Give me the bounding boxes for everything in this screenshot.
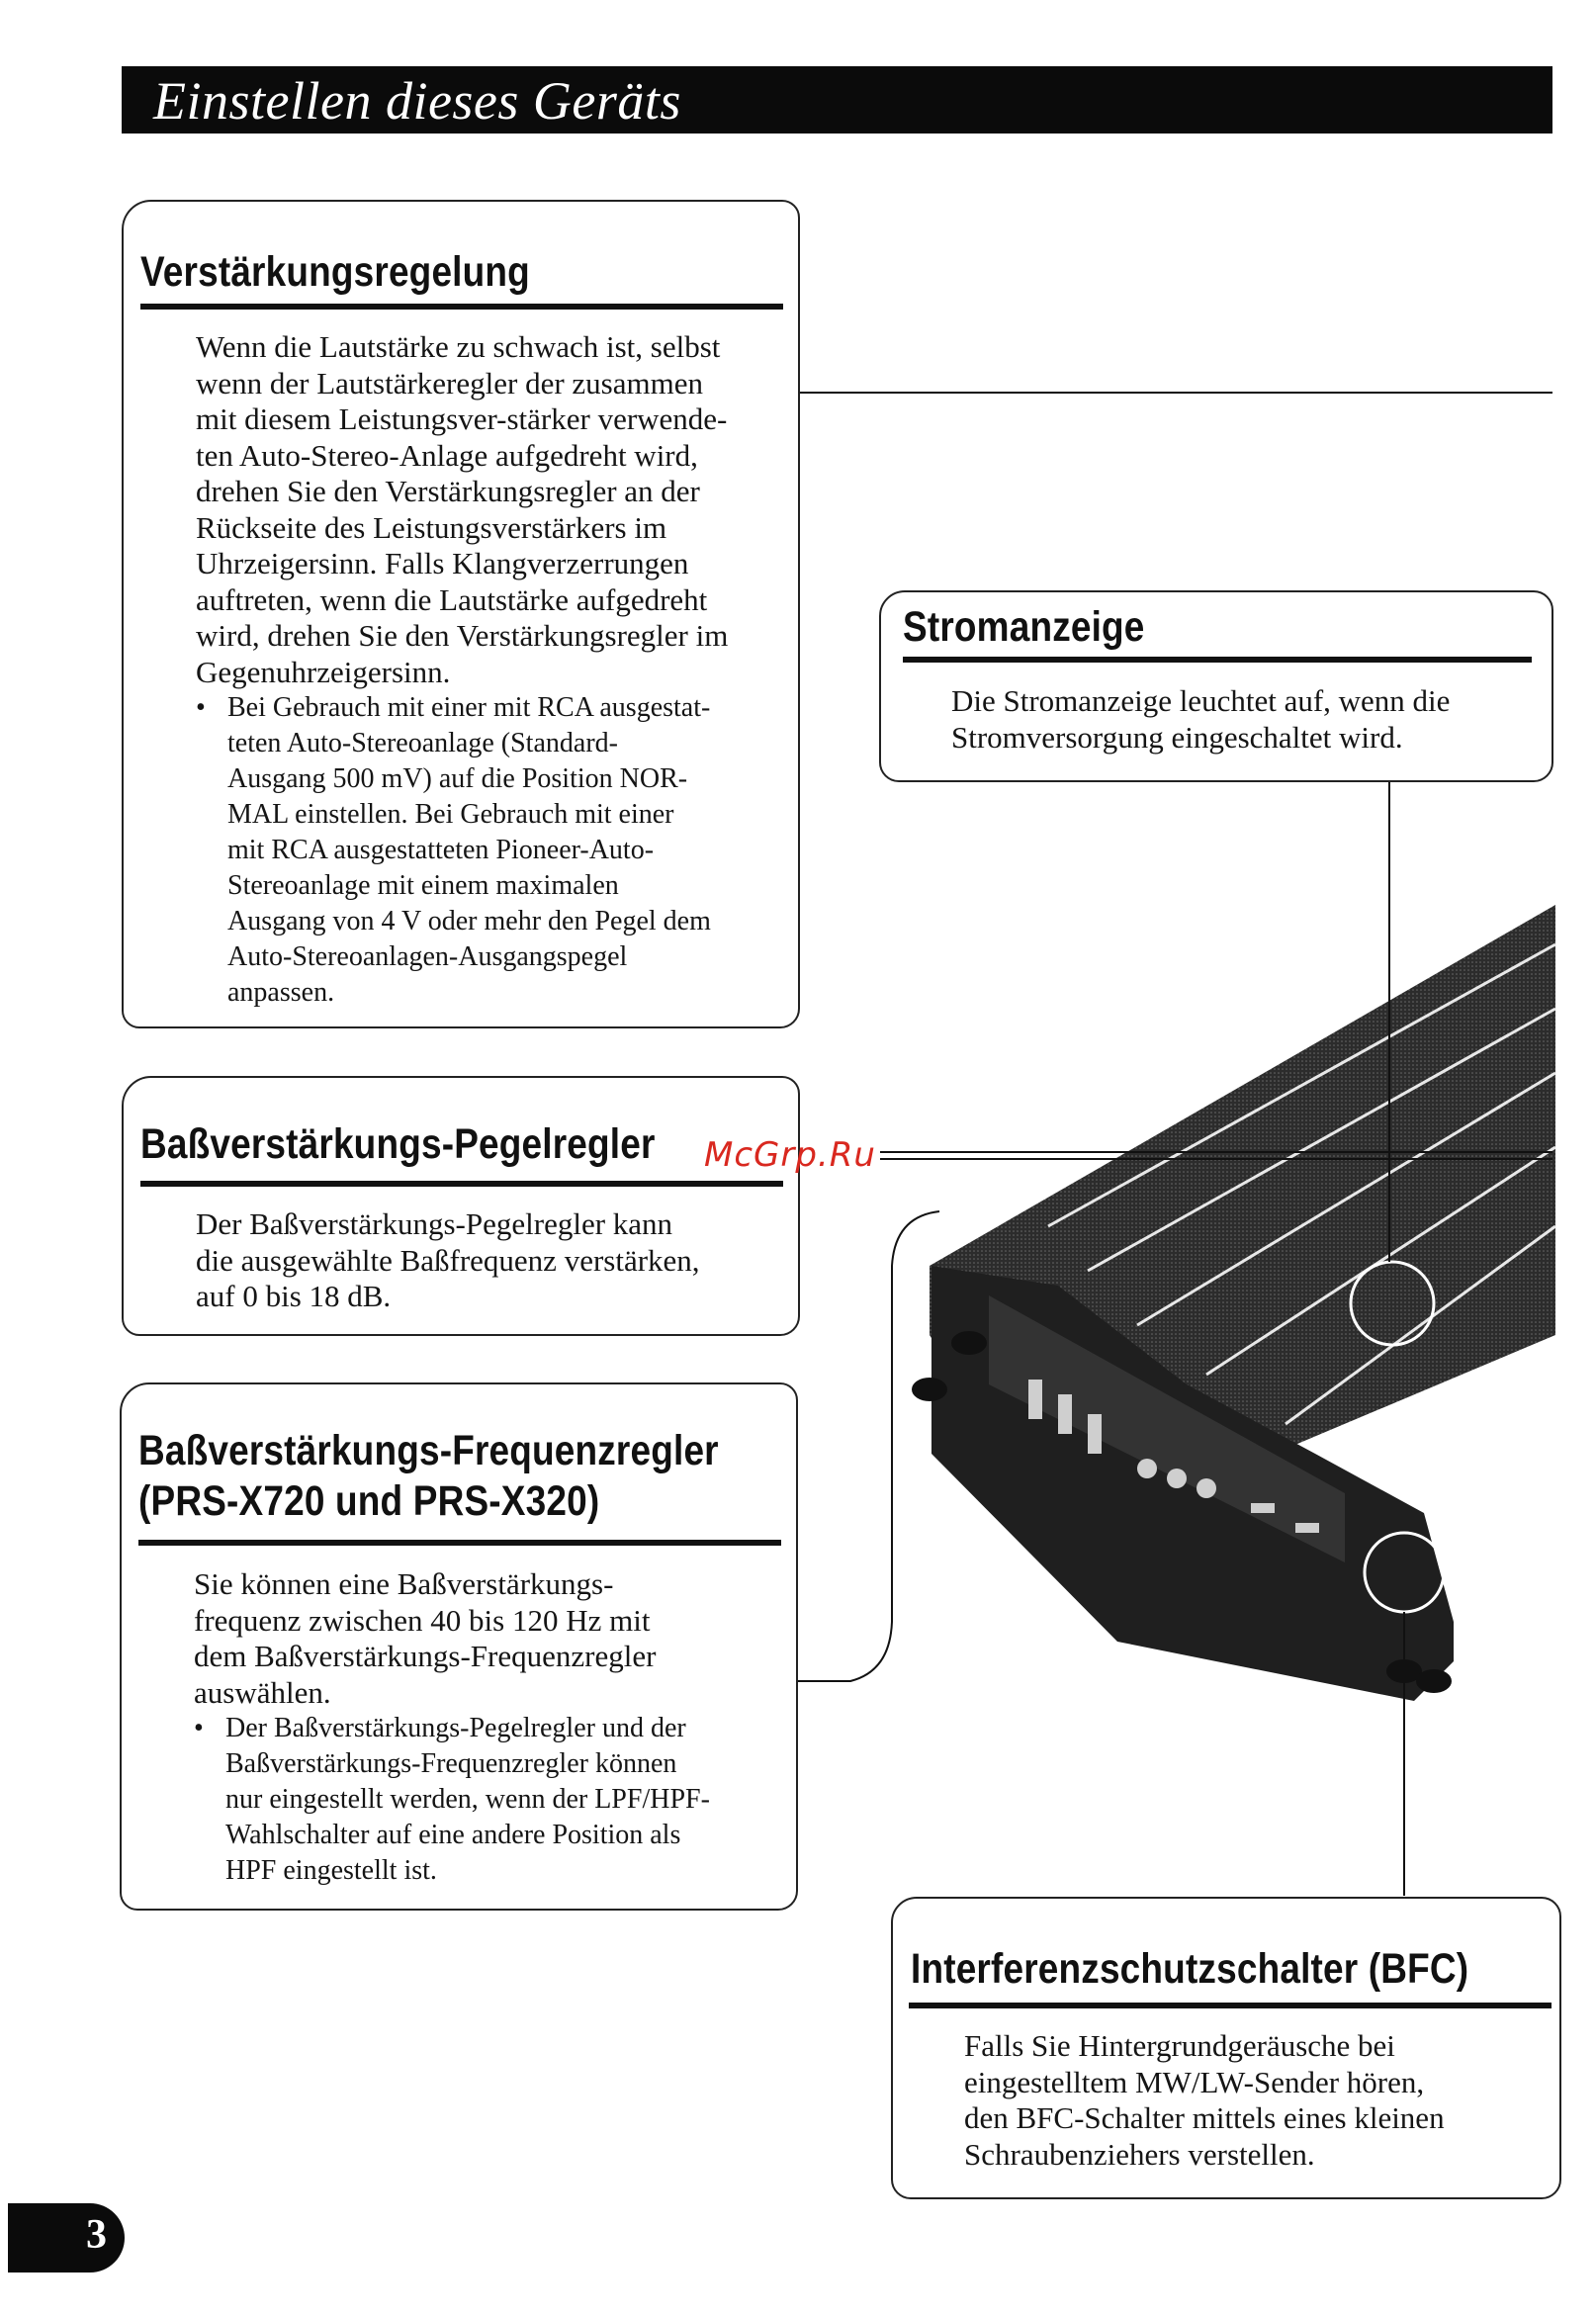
bfc-switch-box (891, 1897, 1561, 2199)
heading-rule (909, 2003, 1552, 2008)
bass-level-heading: Baßverstärkungs-Pegelregler (140, 1120, 656, 1168)
text-line: wenn der Lautstärkeregler der zusammen (196, 365, 703, 401)
power-indicator-box (879, 590, 1553, 782)
page-number: 3 (86, 2212, 107, 2258)
power-indicator-text (951, 683, 1545, 756)
mounting-foot (1416, 1669, 1452, 1693)
text-line: Sie können eine Baßverstärkungs- (194, 1566, 614, 1601)
text-line: Ausgang von 4 V oder mehr den Pegel dem (227, 906, 711, 936)
gain-control-text (196, 329, 789, 1011)
heading-rule (140, 1181, 783, 1187)
text-line: auswählen. (194, 1674, 331, 1710)
watermark: McGrp.Ru (704, 1135, 876, 1175)
bfc-switch-text (964, 2028, 1557, 2173)
mounting-foot (951, 1331, 987, 1355)
heading-line: (PRS-X720 und PRS-X320) (138, 1476, 600, 1525)
text-line: mit diesem Leistungsver-stärker verwende- (196, 401, 728, 436)
text-line: nur eingestellt werden, wenn der LPF/HPF- (225, 1784, 710, 1815)
text-line: wird, drehen Sie den Verstärkungsregler im (196, 618, 729, 653)
bass-frequency-box (120, 1382, 798, 1911)
heading-rule (138, 1540, 781, 1546)
text-line: drehen Sie den Verstärkungsregler an der (196, 474, 700, 508)
bullet-note (194, 1711, 787, 1889)
text-line: Baßverstärkungs-Frequenzregler können (225, 1748, 677, 1779)
text-line: teten Auto-Stereoanlage (Standard- (227, 728, 618, 758)
bass-level-text (196, 1206, 789, 1315)
text-line: anpassen. (227, 977, 335, 1008)
text-line: Stromversorgung eingeschaltet wird. (951, 719, 1403, 755)
text-line: Der Baßverstärkungs-Pegelregler kann (196, 1206, 673, 1241)
bullet-symbol: • (196, 692, 206, 723)
bass-frequency-text (194, 1566, 787, 1889)
text-line: Wenn die Lautstärke zu schwach ist, selbst (196, 329, 721, 364)
heading-rule (903, 657, 1532, 663)
text-line: Uhrzeigersinn. Falls Klangverzerrungen (196, 546, 689, 580)
bfc-switch-heading: Interferenzschutzschalter (BFC) (911, 1945, 1469, 1993)
heading-rule (140, 304, 783, 310)
text-line: Ausgang 500 mV) auf die Position NOR- (227, 763, 688, 794)
text-line: die ausgewählte Baßfrequenz verstärken, (196, 1242, 700, 1278)
gain-control-box (122, 200, 800, 1028)
text-line: dem Baßverstärkungs-Frequenzregler (194, 1639, 657, 1673)
bullet-note (196, 690, 789, 1011)
text-line: den BFC-Schalter mittels eines kleinen (964, 2100, 1445, 2135)
page-number-badge (8, 2203, 125, 2272)
text-line: Auto-Stereoanlagen-Ausgangspegel (227, 941, 628, 972)
text-line: mit RCA ausgestatteten Pioneer-Auto- (227, 835, 655, 865)
text-line: auf 0 bis 18 dB. (196, 1279, 392, 1313)
text-line: ten Auto-Stereo-Anlage aufgedreht wird, (196, 437, 698, 473)
text-line: Der Baßverstärkungs-Pegelregler und der (225, 1713, 686, 1743)
text-line: Rückseite des Leistungsverstärkers im (196, 509, 667, 545)
text-line: frequenz zwischen 40 bis 120 Hz mit (194, 1602, 651, 1638)
text-line: Stereoanlage mit einem maximalen (227, 870, 619, 901)
text-line: MAL einstellen. Bei Gebrauch mit einer (227, 799, 674, 830)
text-line: HPF eingestellt ist. (225, 1855, 437, 1886)
text-line: Gegenuhrzeigersinn. (196, 654, 451, 689)
text-line: Bei Gebrauch mit einer mit RCA ausgestat- (227, 692, 711, 723)
bass-frequency-heading (138, 1426, 719, 1526)
bullet-symbol: • (194, 1713, 204, 1743)
gain-control-heading: Verstärkungsregelung (140, 248, 530, 296)
power-indicator-heading: Stromanzeige (903, 603, 1145, 651)
text-line: Wahlschalter auf eine andere Position als (225, 1820, 681, 1850)
text-line: auftreten, wenn die Lautstärke aufgedreht (196, 581, 708, 617)
text-line: Die Stromanzeige leuchtet auf, wenn die (951, 683, 1451, 718)
text-line: Schraubenziehers verstellen. (964, 2136, 1315, 2172)
text-line: eingestelltem MW/LW-Sender hören, (964, 2064, 1425, 2099)
heading-line: Baßverstärkungs-Frequenzregler (138, 1427, 719, 1474)
mounting-foot (912, 1378, 947, 1401)
bass-level-box (122, 1076, 800, 1336)
text-line: Falls Sie Hintergrundgeräusche bei (964, 2028, 1395, 2063)
page-title: Einstellen dieses Geräts (153, 71, 681, 131)
